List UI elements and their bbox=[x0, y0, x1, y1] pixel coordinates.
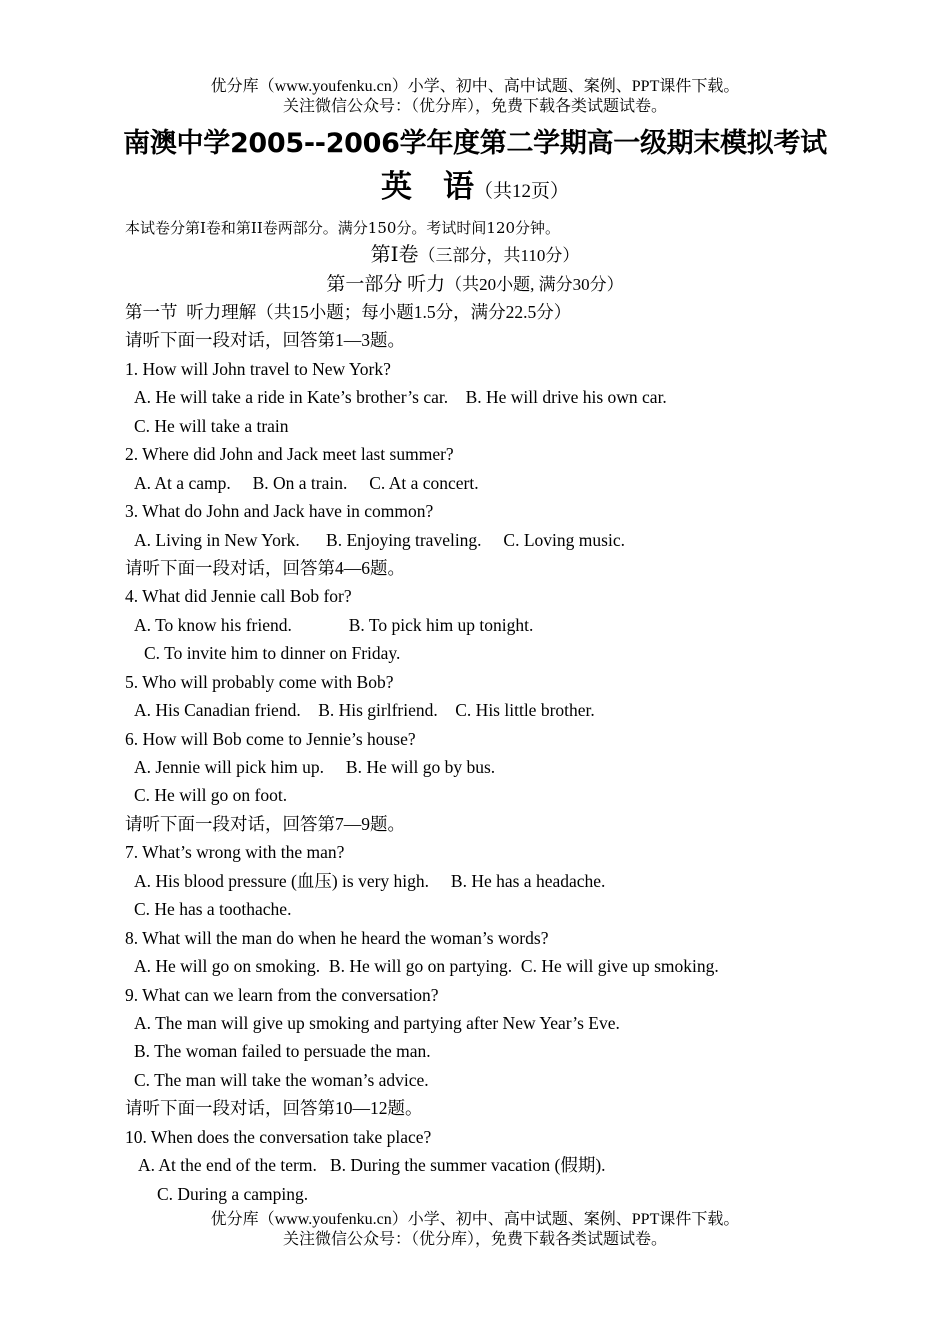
question-list bbox=[125, 298, 845, 1208]
exam-intro: 本试卷分第Ⅰ卷和第II卷两部分。满分150分。考试时间120分钟。 bbox=[125, 219, 561, 237]
subject-heading bbox=[0, 166, 950, 214]
question-9: 9. What can we learn from the conversation? bbox=[125, 984, 439, 1005]
instruction-line: 请听下面一段对话，回答第10—12题。 bbox=[125, 1098, 423, 1119]
question-2-options: A. At a camp. B. On a train. C. At a concert. bbox=[134, 472, 479, 493]
question-10-option-c: C. During a camping. bbox=[157, 1183, 309, 1204]
question-9-option-c: C. The man will take the woman’s advice. bbox=[134, 1069, 429, 1090]
volume-1-heading bbox=[0, 240, 950, 271]
question-4-options: A. To know his friend. B. To pick him up tonight. bbox=[134, 614, 534, 635]
footer-line-1: 优分库（www.youfenku.cn）小学、初中、高中试题、案例、PPT课件下载。 bbox=[210, 1211, 740, 1228]
question-6: 6. How will Bob come to Jennie’s house? bbox=[125, 728, 416, 749]
question-1-options: A. He will take a ride in Kate’s brother’s car. B. He will drive his own car. bbox=[134, 387, 667, 408]
question-4-option-c: C. To invite him to dinner on Friday. bbox=[144, 643, 401, 664]
question-7: 7. What’s wrong with the man? bbox=[125, 842, 345, 863]
exam-title: 南澳中学2005--2006学年度第二学期高一级期末模拟考试 bbox=[123, 128, 827, 159]
section-heading: 第一节 听力理解（共15小题；每小题1.5分，满分22.5分） bbox=[125, 302, 572, 322]
volume-1-note: （三部分，共110分） bbox=[418, 246, 580, 265]
page-header bbox=[0, 77, 950, 117]
question-2: 2. Where did John and Jack meet last summer? bbox=[125, 444, 454, 465]
question-3: 3. What do John and Jack have in common? bbox=[125, 501, 434, 522]
question-5-options: A. His Canadian friend. B. His girlfriend. C. His little brother. bbox=[134, 700, 595, 721]
question-1-option-c: C. He will take a train bbox=[134, 415, 289, 436]
subject-name: 英 语 bbox=[380, 169, 474, 205]
subject-pages: （共12页） bbox=[473, 181, 569, 202]
question-7-option-c: C. He has a toothache. bbox=[134, 899, 292, 920]
question-6-options: A. Jennie will pick him up. B. He will go by bus. bbox=[134, 757, 496, 777]
question-10: 10. When does the conversation take place? bbox=[125, 1126, 432, 1147]
part-1-note: （共20小题, 满分30分） bbox=[445, 275, 624, 294]
part-1-heading bbox=[0, 272, 950, 298]
header-line-1: 优分库（www.youfenku.cn）小学、初中、高中试题、案例、PPT课件下载。 bbox=[210, 78, 740, 95]
footer-line-2: 关注微信公众号：（优分库），免费下载各类试题试卷。 bbox=[282, 1231, 667, 1248]
instruction-line: 请听下面一段对话，回答第1—3题。 bbox=[125, 330, 405, 351]
page-footer bbox=[0, 1210, 950, 1250]
question-1: 1. How will John travel to New York? bbox=[125, 358, 391, 379]
instruction-line: 请听下面一段对话，回答第7—9题。 bbox=[125, 813, 405, 834]
question-10-options: A. At the end of the term. B. During the summer vacation (假期). bbox=[138, 1155, 606, 1176]
question-5: 5. Who will probably come with Bob? bbox=[125, 671, 394, 692]
header-line-2: 关注微信公众号：（优分库），免费下载各类试题试卷。 bbox=[282, 98, 667, 115]
volume-1-title: 第Ⅰ卷 bbox=[370, 244, 419, 266]
question-8-options: A. He will go on smoking. B. He will go on partying. C. He will give up smoking. bbox=[134, 956, 719, 977]
part-1-title: 第一部分 听力 bbox=[326, 274, 446, 295]
question-7-options: A. His blood pressure (血压) is very high. B. He has a headache. bbox=[134, 870, 606, 891]
question-9-option-b: B. The woman failed to persuade the man. bbox=[134, 1041, 431, 1062]
question-3-options: A. Living in New York. B. Enjoying traveling. C. Loving music. bbox=[134, 529, 625, 550]
question-9-option-a: A. The man will give up smoking and partying after New Year’s Eve. bbox=[134, 1012, 620, 1033]
question-6-option-c: C. He will go on foot. bbox=[134, 785, 288, 806]
question-4: 4. What did Jennie call Bob for? bbox=[125, 586, 352, 607]
question-8: 8. What will the man do when he heard the woman’s words? bbox=[125, 927, 549, 948]
instruction-line: 请听下面一段对话，回答第4—6题。 bbox=[125, 557, 405, 578]
